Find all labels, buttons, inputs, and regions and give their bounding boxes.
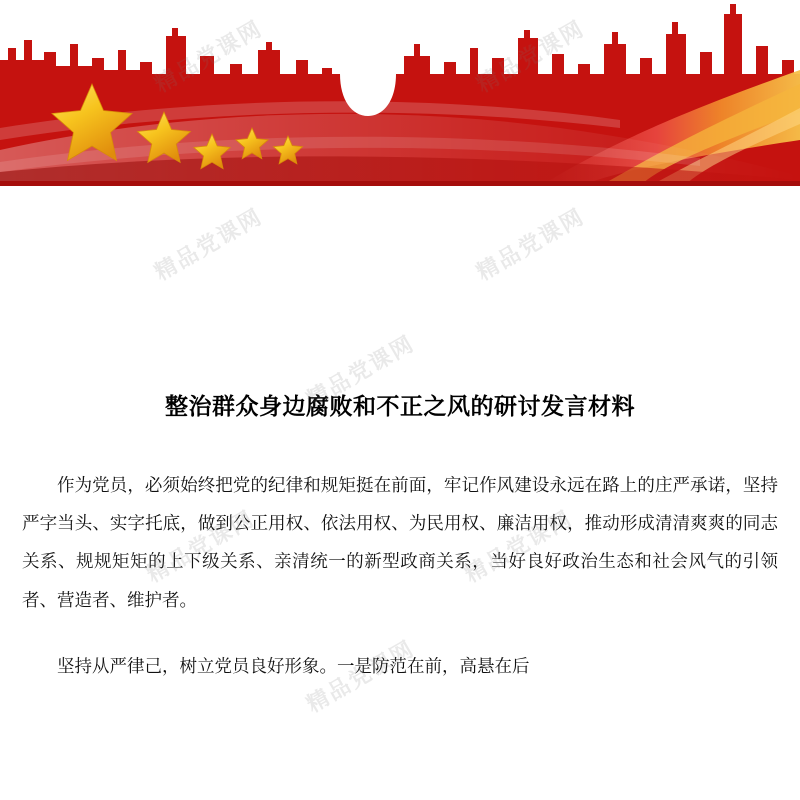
banner-bottom-rule bbox=[0, 181, 800, 186]
page-title: 整治群众身边腐败和不正之风的研讨发言材料 bbox=[165, 394, 635, 420]
watermark: 精品党课网 bbox=[142, 506, 260, 589]
watermark: 精品党课网 bbox=[150, 204, 268, 287]
watermark: 精品党课网 bbox=[460, 506, 578, 589]
paragraph-1: 作为党员，必须始终把党的纪律和规矩挺在前面，牢记作风建设永远在路上的庄严承诺，坚持严字当头、实字托底，做到公正用权、依法用权、为民用权、廉洁用权，推动形成清清爽爽的同志关系、规规矩矩的上下级关系、亲清统一的新型政商关系，当好良好政治生态和社会风气的引领者、营造者、维护者。 bbox=[22, 476, 778, 611]
paragraph-2: 坚持从严律己，树立党员良好形象。一是防范在前，高悬在后 bbox=[57, 656, 530, 677]
watermark: 精品党课网 bbox=[472, 204, 590, 287]
document-body bbox=[0, 391, 800, 686]
five-gold-stars bbox=[0, 0, 800, 186]
watermark: 精品党课网 bbox=[302, 331, 420, 414]
page-banner bbox=[0, 0, 800, 186]
watermark: 精品党课网 bbox=[302, 636, 420, 719]
